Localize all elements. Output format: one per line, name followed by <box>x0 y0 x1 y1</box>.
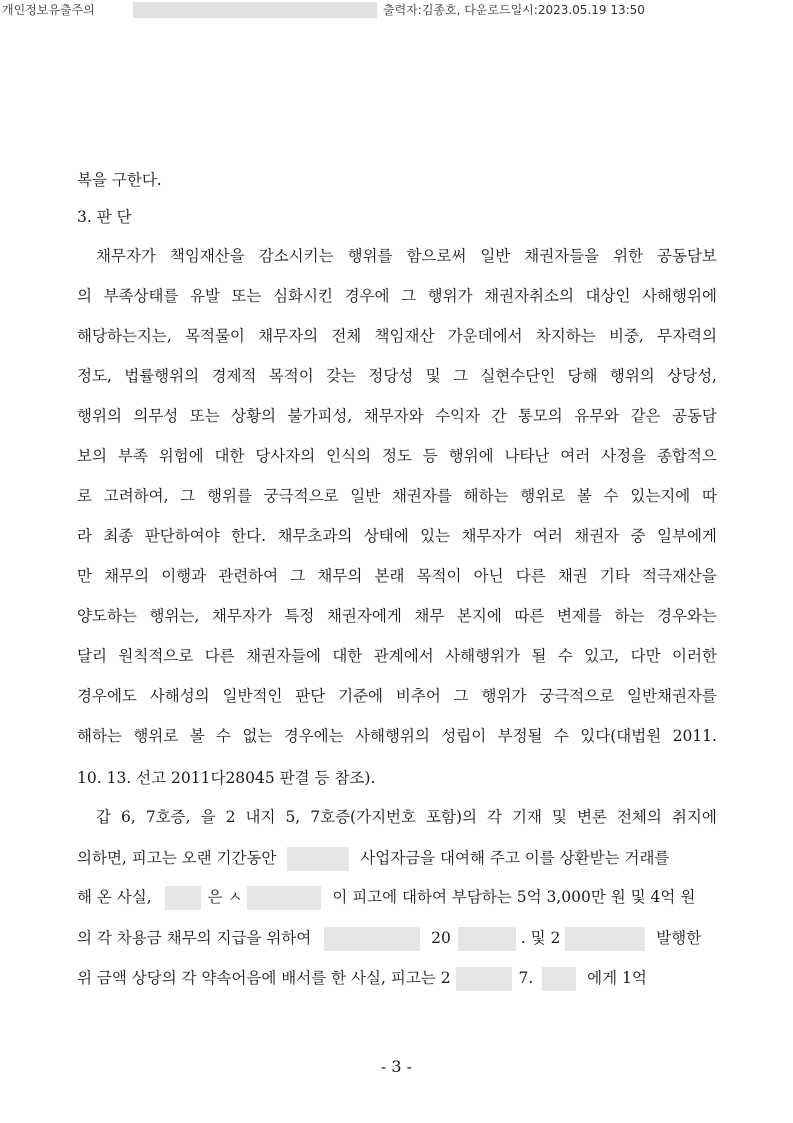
body-line: 의 부족상태를 유발 또는 심화시킨 경우에 그 행위가 채권자취소의 대상인 사해행위에 <box>77 287 717 305</box>
page-number: - 3 - <box>380 1057 413 1076</box>
body-line: 위 금액 상당의 각 약속어음에 배서를 한 사실, 피고는 2 7. 에게 1억 <box>77 967 717 987</box>
section-heading: 3. 판 단 <box>77 208 132 226</box>
body-line: 복을 구한다. <box>77 171 162 189</box>
body-line: 해 온 사실, 은 ㅅ 이 피고에 대하여 부담하는 5억 3,000만 원 및 4억 원 <box>77 886 717 906</box>
redacted-block <box>133 2 377 18</box>
body-line: 달리 원칙적으로 다른 채권자들에 대한 관계에서 사해행위가 될 수 있고, 다만 이러한 <box>77 647 717 665</box>
body-line: 해당하는지는, 목적물이 채무자의 전체 책임재산 가운데에서 차지하는 비중, 무자력의 <box>77 327 717 345</box>
download-info: 출력자:김종호, 다운로드일시:2023.05.19 13:50 <box>383 3 645 17</box>
body-line: 채무자가 책임재산을 감소시키는 행위를 함으로써 일반 채권자들을 위한 공동담보 <box>96 247 717 265</box>
redacted-block <box>247 886 321 910</box>
body-line: 라 최종 판단하여야 한다. 채무초과의 상태에 있는 채무자가 여러 채권자 중 일부에게 <box>77 527 717 545</box>
body-line: 행위의 의무성 또는 상황의 불가피성, 채무자와 수익자 간 통모의 유무와 같은 공동담 <box>77 407 717 425</box>
body-line: 정도, 법률행위의 경제적 목적이 갖는 정당성 및 그 실현수단인 당해 행위의 상당성, <box>77 367 717 385</box>
download-header <box>0 0 793 20</box>
privacy-warning-label: 개인정보유출주의 <box>2 3 95 17</box>
body-line: 의 각 차용금 채무의 지급을 위하여 20 . 및 2 발행한 <box>77 927 717 947</box>
redacted-block <box>324 927 420 951</box>
body-line: 경우에도 사해성의 일반적인 판단 기준에 비추어 그 행위가 궁극적으로 일반채권자를 <box>77 687 717 705</box>
body-line: 양도하는 행위는, 채무자가 특정 채권자에게 채무 본지에 따른 변제를 하는 경우와는 <box>77 607 717 625</box>
body-line: 로 고려하여, 그 행위를 궁극적으로 일반 채권자를 해하는 행위로 볼 수 있는지에 따 <box>77 487 717 505</box>
redacted-block <box>165 886 201 910</box>
body-line: 해하는 행위로 볼 수 없는 경우에는 사해행위의 성립이 부정될 수 있다(대법원 2011. <box>77 727 717 745</box>
redacted-block <box>287 847 349 871</box>
body-line: 갑 6, 7호증, 을 2 내지 5, 7호증(가지번호 포함)의 각 기재 및 변론 전체의 취지에 <box>96 808 717 826</box>
redacted-block <box>458 927 516 951</box>
body-line: 의하면, 피고는 오랜 기간동안 사업자금을 대여해 주고 이를 상환받는 거래를 <box>77 847 717 867</box>
body-line: 만 채무의 이행과 관련하여 그 채무의 본래 목적이 아닌 다른 채권 기타 적극재산을 <box>77 567 717 585</box>
redacted-block <box>565 927 645 951</box>
redacted-block <box>456 967 512 991</box>
body-line: 10. 13. 선고 2011다28045 판결 등 참조). <box>77 769 376 787</box>
redacted-block <box>542 967 576 991</box>
body-line: 보의 부족 위험에 대한 당사자의 인식의 정도 등 행위에 나타난 여러 사정을 종합적으 <box>77 447 717 465</box>
